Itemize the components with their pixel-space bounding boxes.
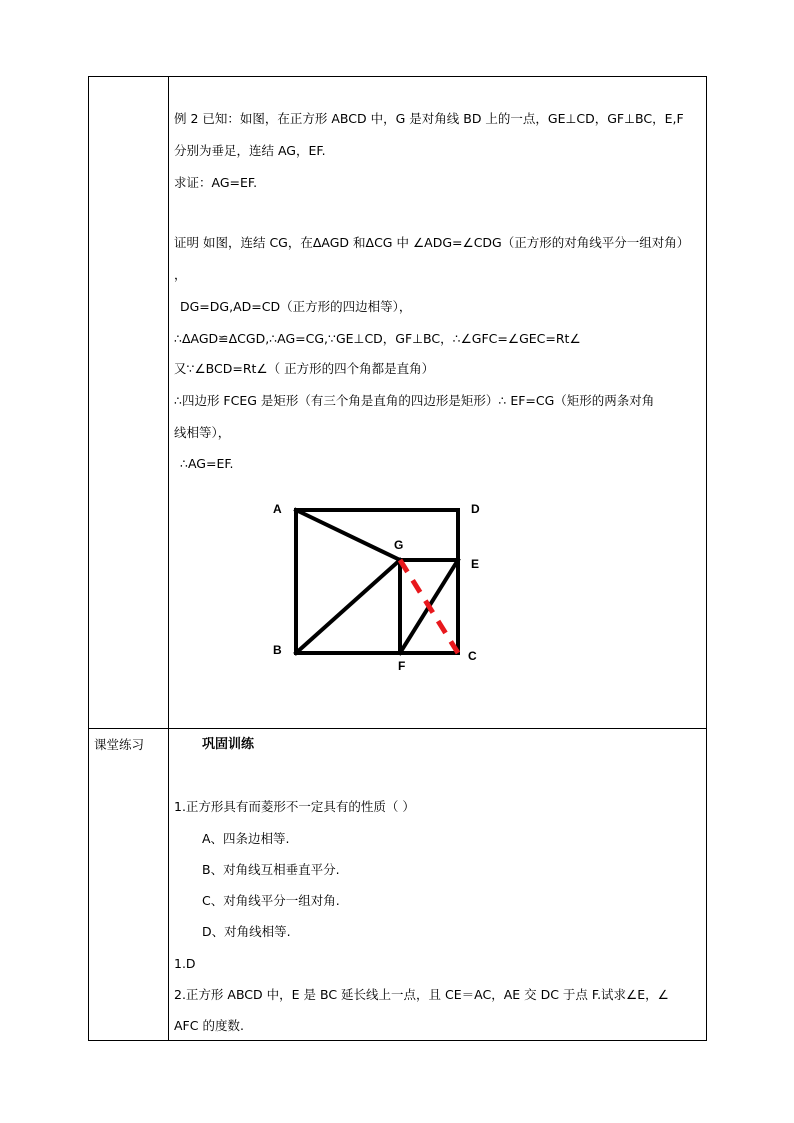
label-g: G — [394, 538, 404, 552]
option-b: B、对角线互相垂直平分. — [202, 862, 340, 877]
label-f: F — [398, 659, 406, 673]
example-line-1: 例 2 已知：如图，在正方形 ABCD 中，G 是对角线 BD 上的一点，GE⊥CD，GF⊥BC，E,F — [174, 111, 684, 126]
label-a: A — [273, 502, 282, 516]
proof-line-1b: ， — [174, 267, 187, 282]
label-c: C — [468, 649, 477, 663]
segment-bg — [296, 560, 400, 653]
proof-line-4: 又∵∠BCD=Rt∠（ 正方形的四个角都是直角） — [174, 361, 435, 376]
answer-1: 1.D — [174, 956, 196, 971]
proof-line-6: ∴AG=EF. — [180, 456, 234, 471]
option-d: D、对角线相等. — [202, 924, 291, 939]
proof-line-3: ∴ΔAGD≌ΔCGD,∴AG=CG,∵GE⊥CD，GF⊥BC，∴∠GFC=∠GEC=Rt∠ — [174, 331, 581, 346]
row-label-practice: 课堂练习 — [94, 737, 145, 752]
segment-ag — [296, 510, 400, 560]
question-2-line-2: AFC 的度数. — [174, 1018, 244, 1033]
proof-line-1: 证明 如图，连结 CG，在ΔAGD 和ΔCG 中 ∠ADG=∠CDG（正方形的对角线平分一组对角） — [174, 235, 690, 250]
label-d: D — [471, 502, 480, 516]
label-e: E — [471, 557, 480, 571]
question-2-line-1: 2.正方形 ABCD 中，E 是 BC 延长线上一点，且 CE＝AC，AE 交 DC 于点 F.试求∠E，∠ — [174, 987, 669, 1002]
example-line-2: 分别为垂足，连结 AG，EF. — [174, 143, 326, 158]
proof-line-5: ∴四边形 FCEG 是矩形（有三个角是直角的四边形是矩形）∴ EF=CG（矩形的两条对角 — [174, 393, 655, 408]
option-c: C、对角线平分一组对角. — [202, 893, 340, 908]
question-1: 1.正方形具有而菱形不一定具有的性质（ ） — [174, 799, 415, 814]
option-a: A、四条边相等. — [202, 831, 290, 846]
proof-line-5b: 线相等）， — [174, 425, 231, 440]
example-line-3: 求证：AG=EF. — [174, 175, 258, 190]
label-b: B — [273, 643, 282, 657]
proof-line-2: DG=DG,AD=CD（正方形的四边相等）， — [180, 299, 412, 314]
practice-heading: 巩固训练 — [202, 737, 255, 752]
